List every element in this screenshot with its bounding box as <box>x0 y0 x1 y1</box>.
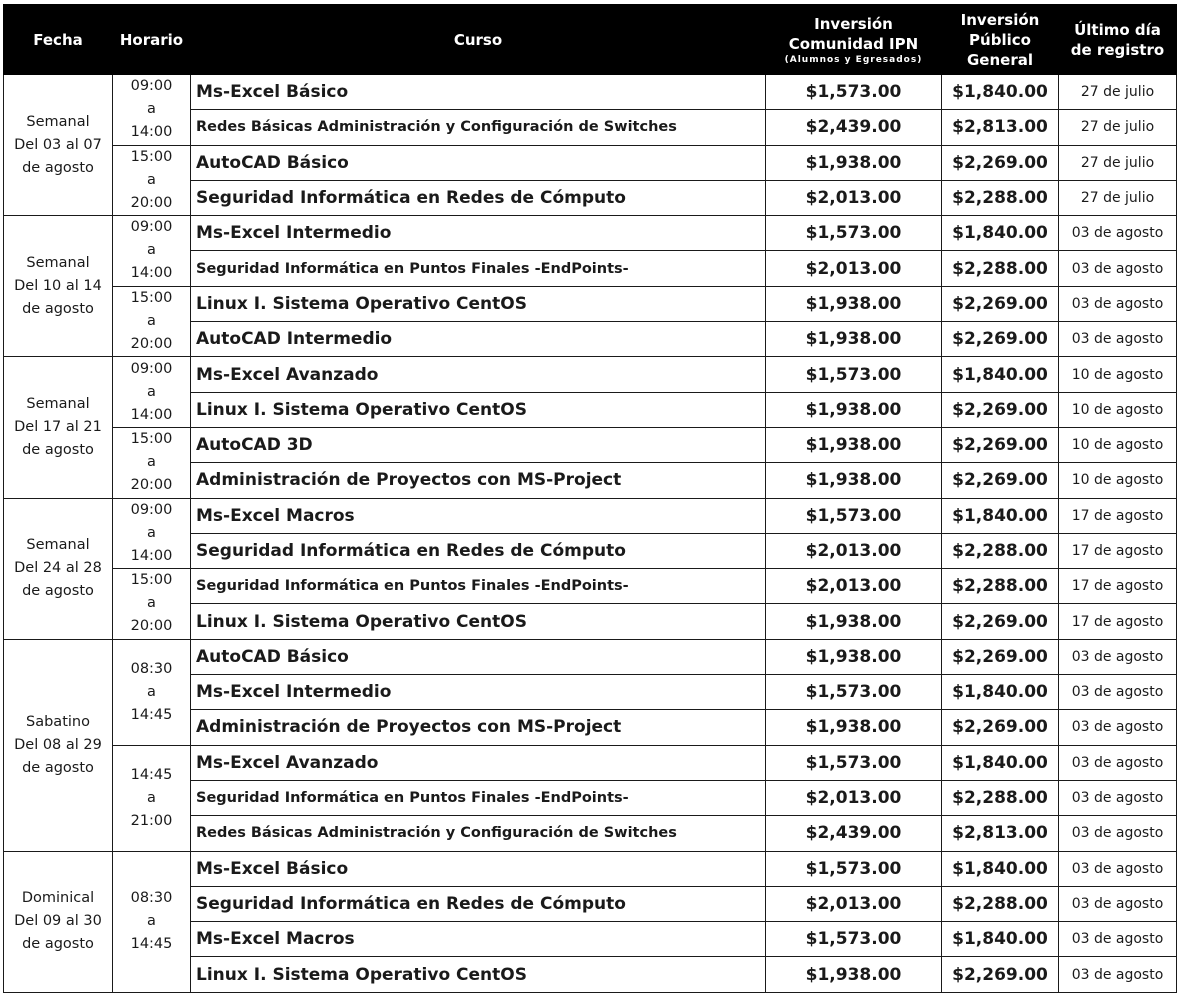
price-ipn-cell: $1,573.00 <box>766 922 942 957</box>
horario-line: 15:00 <box>130 290 173 307</box>
course-name-cell: Linux I. Sistema Operativo CentOS <box>191 957 766 992</box>
registration-deadline-cell: 27 de julio <box>1059 180 1177 215</box>
registration-deadline-cell: 03 de agosto <box>1059 922 1177 957</box>
registration-deadline-cell: 03 de agosto <box>1059 639 1177 674</box>
registration-deadline-cell: 27 de julio <box>1059 110 1177 145</box>
course-name-cell: Ms-Excel Macros <box>191 922 766 957</box>
price-ipn-cell: $1,573.00 <box>766 675 942 710</box>
horario-cell <box>113 569 191 640</box>
price-publico-cell: $2,288.00 <box>942 780 1059 815</box>
course-name-cell: Linux I. Sistema Operativo CentOS <box>191 392 766 427</box>
horario-cell <box>113 639 191 745</box>
fecha-line: de agosto <box>22 441 94 458</box>
course-name-cell: Seguridad Informática en Redes de Cómputo <box>191 533 766 568</box>
table-row <box>4 851 1177 886</box>
price-publico-cell: $1,840.00 <box>942 851 1059 886</box>
course-name-cell: Administración de Proyectos con MS-Project <box>191 463 766 498</box>
horario-line: 21:00 <box>130 812 173 829</box>
horario-line: a <box>147 242 156 259</box>
price-ipn-cell: $1,938.00 <box>766 604 942 639</box>
table-row <box>4 357 1177 392</box>
horario-cell <box>113 851 191 992</box>
header-inversion-publico <box>942 5 1059 75</box>
schedule-table-container <box>3 4 1177 993</box>
fecha-line: Semanal <box>26 113 90 130</box>
fecha-line: Del 08 al 29 <box>14 736 102 753</box>
price-publico-cell: $2,269.00 <box>942 286 1059 321</box>
header-inversion-ipn <box>766 5 942 75</box>
price-publico-cell: $2,288.00 <box>942 886 1059 921</box>
course-name-cell: Redes Básicas Administración y Configuración de Switches <box>191 816 766 851</box>
fecha-line: Sabatino <box>26 713 90 730</box>
price-ipn-cell: $1,573.00 <box>766 216 942 251</box>
horario-line: 14:45 <box>130 766 173 783</box>
price-ipn-cell: $1,573.00 <box>766 851 942 886</box>
table-row <box>4 569 1177 604</box>
fecha-line: Del 10 al 14 <box>14 277 102 294</box>
registration-deadline-cell: 03 de agosto <box>1059 710 1177 745</box>
horario-cell <box>113 216 191 287</box>
horario-line: 14:00 <box>130 265 173 282</box>
fecha-line: Del 09 al 30 <box>14 913 102 930</box>
horario-line: a <box>147 683 156 700</box>
course-name-cell: Seguridad Informática en Redes de Cómputo <box>191 886 766 921</box>
course-name-cell: Linux I. Sistema Operativo CentOS <box>191 604 766 639</box>
price-ipn-cell: $2,439.00 <box>766 816 942 851</box>
horario-line: 14:00 <box>130 406 173 423</box>
horario-line: 20:00 <box>130 336 173 353</box>
price-publico-cell: $1,840.00 <box>942 498 1059 533</box>
registration-deadline-cell: 17 de agosto <box>1059 498 1177 533</box>
fecha-line: Semanal <box>26 254 90 271</box>
course-name-cell: Seguridad Informática en Puntos Finales -EndPoints- <box>191 569 766 604</box>
fecha-line: de agosto <box>22 583 94 600</box>
horario-line: 15:00 <box>130 431 173 448</box>
fecha-line: de agosto <box>22 300 94 317</box>
registration-deadline-cell: 27 de julio <box>1059 75 1177 110</box>
price-ipn-cell: $1,573.00 <box>766 357 942 392</box>
price-ipn-cell: $1,938.00 <box>766 427 942 462</box>
price-publico-cell: $2,288.00 <box>942 569 1059 604</box>
registration-deadline-cell: 03 de agosto <box>1059 216 1177 251</box>
course-name-cell: Ms-Excel Avanzado <box>191 357 766 392</box>
horario-line: a <box>147 789 156 806</box>
registration-deadline-cell: 10 de agosto <box>1059 392 1177 427</box>
price-publico-cell: $2,813.00 <box>942 816 1059 851</box>
header-horario: Horario <box>113 5 191 75</box>
price-ipn-cell: $2,439.00 <box>766 110 942 145</box>
horario-cell <box>113 745 191 851</box>
header-ultimo-line1: Último día <box>1074 20 1161 39</box>
horario-line: a <box>147 454 156 471</box>
table-row <box>4 286 1177 321</box>
horario-line: 14:00 <box>130 124 173 141</box>
price-ipn-cell: $1,938.00 <box>766 710 942 745</box>
fecha-line: de agosto <box>22 936 94 953</box>
price-ipn-cell: $1,573.00 <box>766 498 942 533</box>
horario-line: 09:00 <box>130 360 173 377</box>
header-ultimo-line2: de registro <box>1070 40 1165 59</box>
horario-line: 20:00 <box>130 477 173 494</box>
horario-cell <box>113 498 191 569</box>
price-ipn-cell: $1,938.00 <box>766 957 942 992</box>
registration-deadline-cell: 03 de agosto <box>1059 957 1177 992</box>
schedule-body <box>4 75 1177 993</box>
price-ipn-cell: $1,573.00 <box>766 75 942 110</box>
price-ipn-cell: $1,938.00 <box>766 463 942 498</box>
price-publico-cell: $2,269.00 <box>942 145 1059 180</box>
course-name-cell: Redes Básicas Administración y Configuración de Switches <box>191 110 766 145</box>
horario-cell <box>113 286 191 357</box>
fecha-cell <box>4 639 113 851</box>
horario-line: a <box>147 313 156 330</box>
horario-cell <box>113 357 191 428</box>
horario-cell <box>113 145 191 216</box>
fecha-line: Semanal <box>26 537 90 554</box>
horario-line: 15:00 <box>130 572 173 589</box>
fecha-line: Del 03 al 07 <box>14 136 102 153</box>
course-name-cell: Ms-Excel Intermedio <box>191 216 766 251</box>
price-publico-cell: $2,288.00 <box>942 533 1059 568</box>
registration-deadline-cell: 03 de agosto <box>1059 286 1177 321</box>
price-ipn-cell: $2,013.00 <box>766 886 942 921</box>
horario-line: a <box>147 913 156 930</box>
price-publico-cell: $1,840.00 <box>942 75 1059 110</box>
registration-deadline-cell: 03 de agosto <box>1059 780 1177 815</box>
header-ipn-line1: Inversión <box>814 14 893 33</box>
horario-line: a <box>147 595 156 612</box>
registration-deadline-cell: 27 de julio <box>1059 145 1177 180</box>
fecha-cell <box>4 216 113 357</box>
registration-deadline-cell: 03 de agosto <box>1059 322 1177 357</box>
fecha-cell <box>4 75 113 216</box>
price-ipn-cell: $2,013.00 <box>766 180 942 215</box>
header-publico-line3: General <box>967 50 1033 69</box>
price-publico-cell: $2,269.00 <box>942 639 1059 674</box>
price-publico-cell: $1,840.00 <box>942 216 1059 251</box>
price-publico-cell: $2,288.00 <box>942 251 1059 286</box>
registration-deadline-cell: 17 de agosto <box>1059 604 1177 639</box>
registration-deadline-cell: 10 de agosto <box>1059 357 1177 392</box>
price-publico-cell: $2,269.00 <box>942 604 1059 639</box>
price-ipn-cell: $1,573.00 <box>766 745 942 780</box>
header-publico-line2: Público <box>969 30 1031 49</box>
registration-deadline-cell: 17 de agosto <box>1059 569 1177 604</box>
horario-line: 09:00 <box>130 219 173 236</box>
fecha-cell <box>4 498 113 639</box>
registration-deadline-cell: 03 de agosto <box>1059 886 1177 921</box>
course-name-cell: Seguridad Informática en Redes de Cómputo <box>191 180 766 215</box>
price-publico-cell: $1,840.00 <box>942 675 1059 710</box>
course-name-cell: Seguridad Informática en Puntos Finales -EndPoints- <box>191 780 766 815</box>
fecha-line: Del 24 al 28 <box>14 560 102 577</box>
course-schedule-table <box>3 4 1177 993</box>
price-publico-cell: $2,269.00 <box>942 322 1059 357</box>
header-ipn-line2: Comunidad IPN <box>788 34 919 53</box>
horario-cell <box>113 427 191 498</box>
horario-line: 09:00 <box>130 78 173 95</box>
horario-line: a <box>147 171 156 188</box>
price-publico-cell: $2,269.00 <box>942 463 1059 498</box>
registration-deadline-cell: 03 de agosto <box>1059 816 1177 851</box>
fecha-cell <box>4 357 113 498</box>
price-ipn-cell: $2,013.00 <box>766 780 942 815</box>
horario-line: 09:00 <box>130 501 173 518</box>
course-name-cell: Ms-Excel Avanzado <box>191 745 766 780</box>
fecha-line: de agosto <box>22 759 94 776</box>
price-ipn-cell: $2,013.00 <box>766 533 942 568</box>
price-publico-cell: $1,840.00 <box>942 745 1059 780</box>
course-name-cell: Ms-Excel Básico <box>191 75 766 110</box>
course-name-cell: AutoCAD Intermedio <box>191 322 766 357</box>
course-name-cell: AutoCAD Básico <box>191 639 766 674</box>
table-row <box>4 216 1177 251</box>
table-row <box>4 498 1177 533</box>
horario-line: 08:30 <box>130 890 173 907</box>
table-row <box>4 145 1177 180</box>
fecha-line: Del 17 al 21 <box>14 418 102 435</box>
price-ipn-cell: $1,938.00 <box>766 145 942 180</box>
registration-deadline-cell: 10 de agosto <box>1059 463 1177 498</box>
header-ipn-sub: (Alumnos y Egresados) <box>784 54 923 65</box>
horario-line: 14:00 <box>130 547 173 564</box>
fecha-line: Semanal <box>26 395 90 412</box>
horario-line: 20:00 <box>130 194 173 211</box>
course-name-cell: Ms-Excel Básico <box>191 851 766 886</box>
header-row <box>4 5 1177 75</box>
price-publico-cell: $1,840.00 <box>942 357 1059 392</box>
fecha-line: Dominical <box>21 890 95 907</box>
horario-line: a <box>147 383 156 400</box>
price-ipn-cell: $1,938.00 <box>766 286 942 321</box>
course-name-cell: AutoCAD Básico <box>191 145 766 180</box>
price-publico-cell: $1,840.00 <box>942 922 1059 957</box>
price-publico-cell: $2,269.00 <box>942 710 1059 745</box>
course-name-cell: Linux I. Sistema Operativo CentOS <box>191 286 766 321</box>
course-name-cell: AutoCAD 3D <box>191 427 766 462</box>
fecha-cell <box>4 851 113 992</box>
price-ipn-cell: $2,013.00 <box>766 251 942 286</box>
table-row <box>4 745 1177 780</box>
registration-deadline-cell: 03 de agosto <box>1059 745 1177 780</box>
course-name-cell: Administración de Proyectos con MS-Project <box>191 710 766 745</box>
price-publico-cell: $2,288.00 <box>942 180 1059 215</box>
horario-cell <box>113 75 191 146</box>
course-name-cell: Ms-Excel Macros <box>191 498 766 533</box>
header-publico-line1: Inversión <box>960 10 1040 29</box>
horario-line: 14:45 <box>130 706 173 723</box>
price-ipn-cell: $1,938.00 <box>766 322 942 357</box>
fecha-line: de agosto <box>22 159 94 176</box>
price-publico-cell: $2,269.00 <box>942 427 1059 462</box>
course-name-cell: Seguridad Informática en Puntos Finales -EndPoints- <box>191 251 766 286</box>
horario-line: a <box>147 101 156 118</box>
course-name-cell: Ms-Excel Intermedio <box>191 675 766 710</box>
price-ipn-cell: $1,938.00 <box>766 392 942 427</box>
horario-line: 20:00 <box>130 618 173 635</box>
header-ultimo-dia <box>1059 5 1177 75</box>
registration-deadline-cell: 10 de agosto <box>1059 427 1177 462</box>
registration-deadline-cell: 03 de agosto <box>1059 851 1177 886</box>
registration-deadline-cell: 17 de agosto <box>1059 533 1177 568</box>
table-row <box>4 75 1177 110</box>
horario-line: 14:45 <box>130 936 173 953</box>
header-curso: Curso <box>191 5 766 75</box>
horario-line: a <box>147 524 156 541</box>
price-ipn-cell: $1,938.00 <box>766 639 942 674</box>
price-publico-cell: $2,813.00 <box>942 110 1059 145</box>
registration-deadline-cell: 03 de agosto <box>1059 251 1177 286</box>
horario-line: 15:00 <box>130 148 173 165</box>
horario-line: 08:30 <box>130 660 173 677</box>
price-ipn-cell: $2,013.00 <box>766 569 942 604</box>
table-row <box>4 639 1177 674</box>
table-row <box>4 427 1177 462</box>
price-publico-cell: $2,269.00 <box>942 957 1059 992</box>
header-fecha: Fecha <box>4 5 113 75</box>
registration-deadline-cell: 03 de agosto <box>1059 675 1177 710</box>
price-publico-cell: $2,269.00 <box>942 392 1059 427</box>
